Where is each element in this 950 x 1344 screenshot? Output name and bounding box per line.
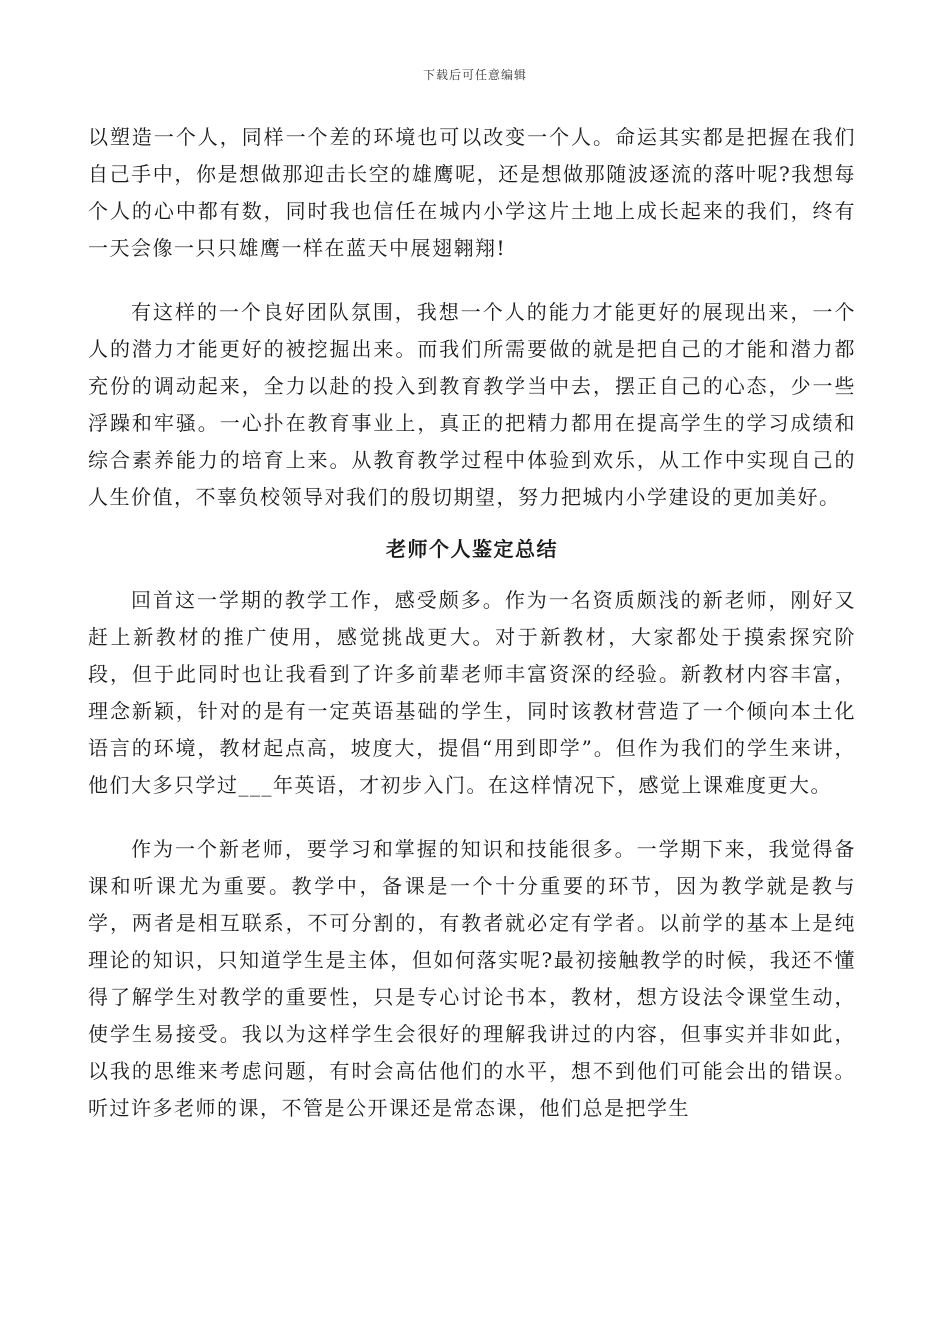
paragraph-semester-review: 回首这一学期的教学工作，感受颇多。作为一名资质颇浅的新老师，刚好又赶上新教材的推广使用，感觉挑战更大。对于新教材，大家都处于摸索探究阶段，但于此同时也让我看到了许多前辈老师丰富资深的经验。新教材内容丰富，理念新颖，针对的是有一定英语基础的学生，同时该教材营造了一个倾向本土化语言的环境，教材起点高，坡度大，提倡“用到即学”。但作为我们的学生来讲，他们大多只学过___年英语，才初步入门。在这样情况下，感觉上课难度更大。 bbox=[88, 588, 856, 797]
paragraph-continuation: 以塑造一个人，同样一个差的环境也可以改变一个人。命运其实都是把握在我们自己手中，你是想做那迎击长空的雄鹰呢，还是想做那随波逐流的落叶呢?我想每个人的心中都有数，同时我也信任在城内小学这片土地上成长起来的我们，终有一天会像一只只雄鹰一样在蓝天中展翅翱翔! bbox=[88, 125, 856, 260]
page-header-note: 下载后可任意编辑 bbox=[422, 68, 527, 82]
paragraph-gap bbox=[88, 267, 856, 294]
paragraph-gap bbox=[88, 804, 856, 831]
paragraph-team-atmosphere: 有这样的一个良好团队氛围，我想一个人的能力才能更好的展现出来，一个人的潜力才能更好的被挖掘出来。而我们所需要做的就是把自己的才能和潜力都充份的调动起来，全力以赴的投入到教育教学当中去，摆正自己的心态，少一些浮躁和牢骚。一心扑在教育事业上，真正的把精力都用在提高学生的学习成绩和综合素养能力的培育上来。从教育教学过程中体验到欢乐，从工作中实现自己的人生价值，不辜负校领导对我们的殷切期望，努力把城内小学建设的更加美好。 bbox=[88, 300, 856, 509]
document-body bbox=[88, 119, 856, 1127]
paragraph-new-teacher: 作为一个新老师，要学习和掌握的知识和技能很多。一学期下来，我觉得备课和听课尤为重要。教学中，备课是一个十分重要的环节，因为教学就是教与学，两者是相互联系，不可分割的，有教者就必定有学者。以前学的基本上是纯理论的知识，只知道学生是主体，但如何落实呢?最初接触教学的时候，我还不懂得了解学生对教学的重要性，只是专心讨论书本，教材，想方设法令课堂生动，使学生易接受。我以为这样学生会很好的理解我讲过的内容，但事实并非如此，以我的思维来考虑问题，有时会高估他们的水平，想不到他们可能会出的错误。听过许多老师的课，不管是公开课还是常态课，他们总是把学生 bbox=[88, 837, 856, 1120]
section-title: 老师个人鉴定总结 bbox=[386, 537, 558, 561]
